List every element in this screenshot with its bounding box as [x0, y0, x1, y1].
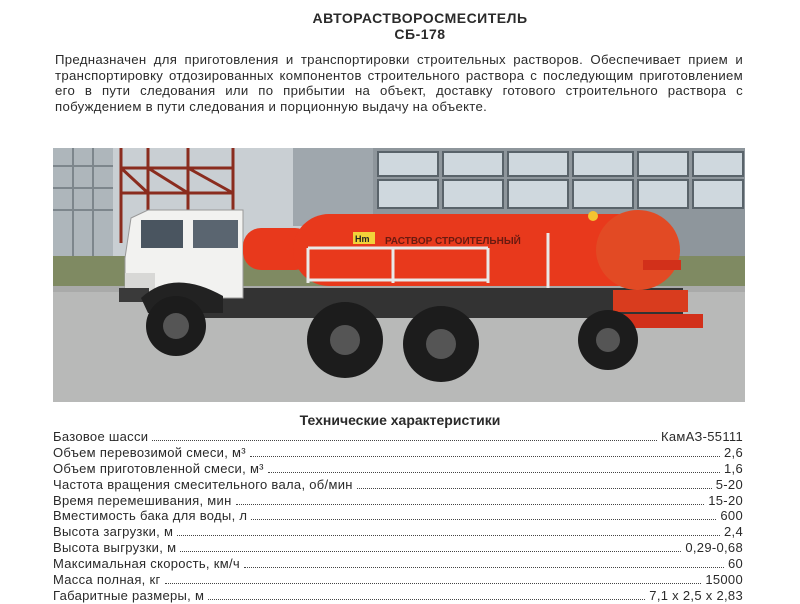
- tank-label: РАСТВОР СТРОИТЕЛЬНЫЙ: [385, 236, 521, 247]
- dot-leader: [180, 541, 681, 552]
- spec-row: [53, 572, 743, 588]
- spec-label: Время перемешивания, мин: [53, 492, 232, 508]
- dot-leader: [165, 573, 702, 584]
- spec-value: 60: [727, 556, 743, 572]
- spec-label: Максимальная скорость, км/ч: [53, 556, 240, 572]
- spec-value: 15000: [705, 572, 743, 588]
- spec-value: 2,6: [724, 444, 743, 460]
- spec-label: Высота загрузки, м: [53, 524, 174, 540]
- dot-leader: [152, 430, 657, 441]
- spec-row: [53, 556, 743, 572]
- spec-row: [53, 477, 743, 493]
- specs-title: Технические характеристики: [299, 412, 501, 428]
- spec-value: 2,4: [724, 524, 743, 540]
- spec-value: КамАЗ-55111: [661, 429, 743, 444]
- spec-value: 7,1 х 2,5 х 2,83: [649, 587, 743, 603]
- spec-label: Габаритные размеры, м: [53, 587, 205, 603]
- dot-leader: [177, 525, 720, 536]
- truck-photo: [53, 148, 745, 402]
- title-line-2: СБ-178: [394, 26, 446, 42]
- spec-label: Вместимость бака для воды, л: [53, 508, 248, 524]
- spec-value: 1,6: [724, 460, 743, 476]
- title-line-1: АВТОРАСТВОРОСМЕСИТЕЛЬ: [312, 10, 528, 26]
- dot-leader: [236, 494, 705, 505]
- spec-value: 0,29-0,68: [685, 540, 743, 556]
- spec-row: [53, 508, 743, 524]
- spec-label: Объем приготовленной смеси, м³: [53, 460, 264, 476]
- spec-row: [53, 429, 743, 445]
- dot-leader: [244, 557, 724, 568]
- spec-row: [53, 445, 743, 461]
- spec-label: Масса полная, кг: [53, 572, 161, 588]
- dot-leader: [268, 462, 720, 473]
- spec-value: 15-20: [708, 492, 743, 508]
- spec-row: [53, 524, 743, 540]
- dot-leader: [208, 589, 645, 600]
- spec-value: 5-20: [715, 476, 743, 492]
- document-title: [0, 10, 800, 42]
- specs-list: [53, 429, 743, 604]
- spec-label: Объем перевозимой смеси, м³: [53, 444, 246, 460]
- spec-label: Высота выгрузки, м: [53, 540, 177, 556]
- dot-leader: [250, 446, 720, 457]
- spec-row: [53, 588, 743, 604]
- description-paragraph: Предназначен для приготовления и транспортировки строительных растворов. Обеспечивает прием и транспортировку отдозированных компонентов строительного раствора с последующим приготовлением его в пути следования или по прибытии на объект, доставку готового строительного раствора с побуждением в пути следования и порционную выдачу на объекте.: [55, 52, 743, 114]
- spec-row: [53, 461, 743, 477]
- spec-label: Базовое шасси: [53, 429, 149, 444]
- dot-leader: [357, 478, 712, 489]
- tank-logo: Hm: [355, 234, 370, 244]
- spec-value: 600: [720, 508, 743, 524]
- spec-label: Частота вращения смесительного вала, об/мин: [53, 476, 353, 492]
- spec-row: [53, 540, 743, 556]
- spec-row: [53, 493, 743, 509]
- dot-leader: [251, 509, 716, 520]
